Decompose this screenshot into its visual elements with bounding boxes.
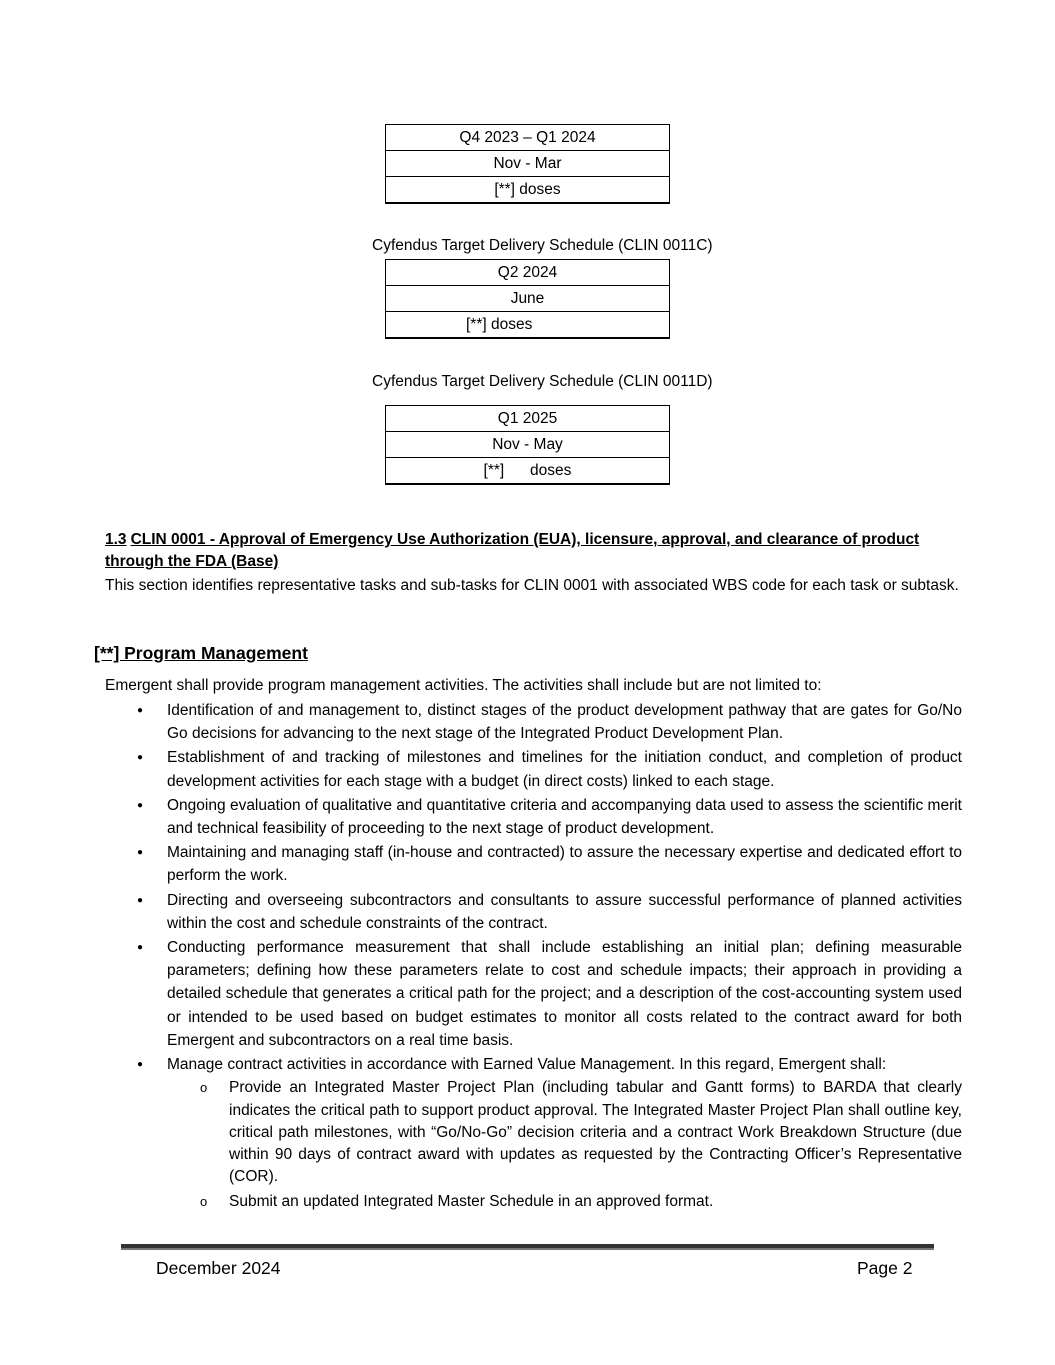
section-intro: This section identifies representative tasks and sub-tasks for CLIN 0001 with associated WBS code for each task or subtask. [105,577,959,594]
section-title: CLIN 0001 - Approval of Emergency Use Authorization (EUA), licensure, approval, and clearance of product through the FDA (Base) [105,531,920,570]
program-management-heading: [**] Program Management [94,643,308,663]
table-cell-quarter: Q1 2025 [386,406,670,432]
footer-divider [121,1244,934,1248]
footer-page-number: Page 2 [857,1258,913,1278]
list-item: ● Ongoing evaluation of qualitative and quantitative criteria and accompanying data used to assess the scientific merit and technical feasibility of proceeding to the next stage of product development. [167,794,962,840]
list-item: ● Conducting performance measurement that shall include establishing an initial plan; defining measurable parameters; defining how these parameters relate to cost and schedule impacts; their approach in providing a detailed schedule that generates a critical path for the project; and a description of the cost-accounting system used or intended to be used based on budget estimates to monitor all costs related to the contract award for both Emergent and subcontractors on a real time basis. [167,936,962,1052]
sub-list-item: o Submit an updated Integrated Master Schedule in an approved format. [229,1191,962,1213]
list-item: ● Identification of and management to, distinct stages of the product development pathway that are gates for Go/No Go decisions for advancing to the next stage of the Integrated Product Development Plan. [167,699,962,745]
program-management-list [0,699,1055,1215]
footer-date: December 2024 [156,1258,281,1278]
table-cell-quarter: Q4 2023 – Q1 2024 [386,125,670,151]
table-cell-doses: [**] doses [386,312,670,339]
list-item: ● Manage contract activities in accordance with Earned Value Management. In this regard, Emergent shall: [167,1053,962,1076]
table-cell-months: June [386,286,670,312]
table-caption-clin-0011c: Cyfendus Target Delivery Schedule (CLIN 0011C) [372,237,713,254]
table-caption-clin-0011d: Cyfendus Target Delivery Schedule (CLIN 0011D) [372,373,713,390]
list-item: ● Directing and overseeing subcontractors and consultants to assure successful performance of planned activities within the cost and schedule constraints of the contract. [167,889,962,935]
list-item: ● Establishment of and tracking of milestones and timelines for the initiation conduct, and completion of product development activities for each stage with a budget (in direct costs) linked to each stage. [167,746,962,792]
section-number: 1.3 [105,531,127,548]
delivery-table-1 [385,124,670,204]
table-cell-doses: [**] doses [386,458,670,485]
table-cell-months: Nov - Mar [386,151,670,177]
table-cell-quarter: Q2 2024 [386,260,670,286]
sub-list-item: o Provide an Integrated Master Project Plan (including tabular and Gantt forms) to BARDA that clearly indicates the critical path to support product approval. The Integrated Master Project Plan shall outline key, critical path milestones, with “Go/No-Go” decision criteria and a contract Work Breakdown Structure (due within 90 days of contract award with updates as requested by the Contracting Officer’s Representative (COR). [229,1077,962,1188]
delivery-table-clin-0011d [385,405,670,485]
table-cell-months: Nov - May [386,432,670,458]
delivery-table-clin-0011c [385,259,670,339]
list-item: ● Maintaining and managing staff (in-house and contracted) to assure the necessary expertise and dedicated effort to perform the work. [167,841,962,887]
table-cell-doses: [**] doses [386,177,670,204]
program-management-intro: Emergent shall provide program management activities. The activities shall include but are not limited to: [105,677,822,694]
section-heading [105,529,945,573]
